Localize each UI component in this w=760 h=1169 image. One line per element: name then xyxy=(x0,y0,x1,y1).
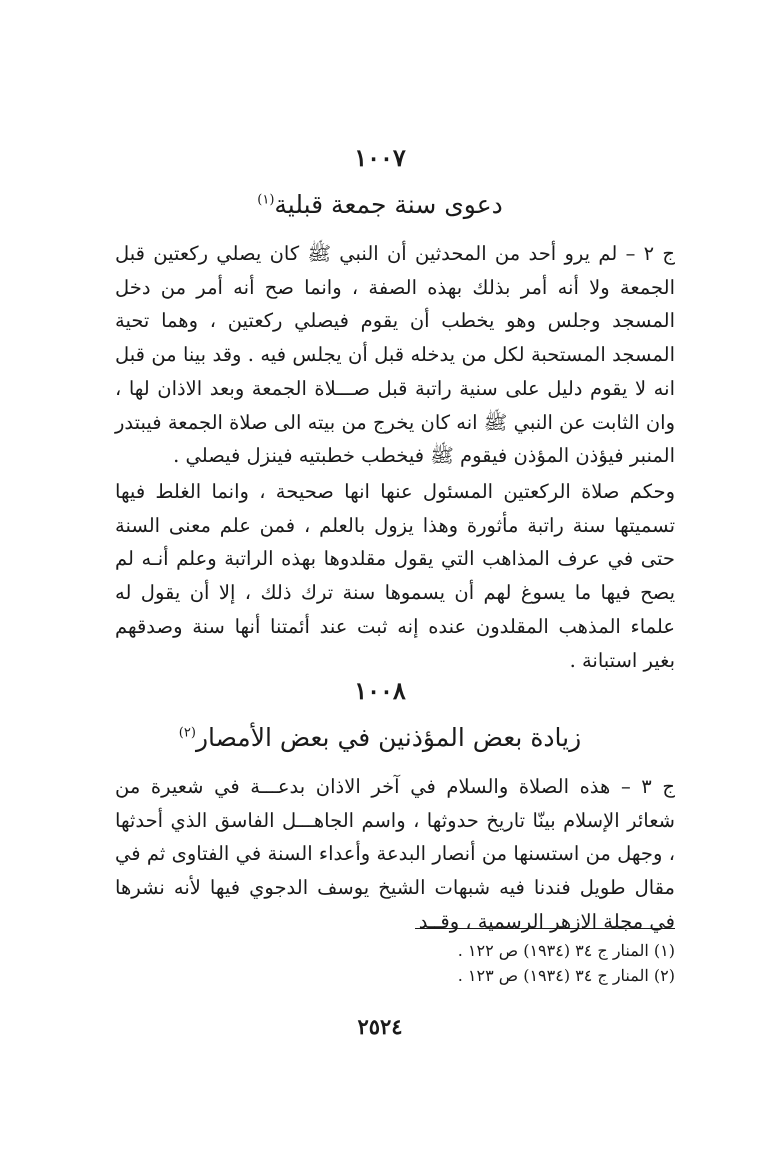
footnote-divider xyxy=(415,928,675,929)
fatwa-title-text: زيادة بعض المؤذنين في بعض الأمصار xyxy=(195,723,582,752)
answer-paragraph: ج ٣ – هذه الصلاة والسلام في آخر الاذان بدعـــة في شعيرة من شعائر الإسلام بينّا تاريخ حدوثها ، واسم الجاهـــل الفاسق الذي أحدثها ، وجهل من استسنها من أنصار البدعة وأعداء السنة في الفتاوى ثم في مقال طويل فندنا فيه شبهات الشيخ يوسف الدجوي فيها لأنه نشرها في مجلة الازهر الرسمية ، وقــد xyxy=(115,775,675,933)
fatwa-title xyxy=(0,723,760,752)
page-number: ٢٥٢٤ xyxy=(357,1014,403,1039)
footnote: (١) المنار ج ٣٤ (١٩٣٤) ص ١٢٢ . xyxy=(457,941,675,960)
footnote: (٢) المنار ج ٣٤ (١٩٣٤) ص ١٢٣ . xyxy=(457,966,675,985)
fatwa-title-text: دعوى سنة جمعة قبلية xyxy=(274,190,503,219)
fatwa-number: ١٠٠٨ xyxy=(354,676,406,705)
fatwa-title xyxy=(0,190,760,219)
answer-paragraph: وحكم صلاة الركعتين المسئول عنها انها صحيحة ، وانما الغلط فيها تسميتها سنة راتبة مأثورة وهذا يزول بالعلم ، فمن علم معنى السنة حتى في عرف المذاهب التي يقول مقلدوها بهذه الراتبة وعلم أنـه لم يصح فيها ما يسوغ لهم أن يسموها سنة ترك ذلك ، إلا أن يقول له علماء المذهب المقلدون عنده إنه ثبت عند أئمتنا أنها سنة وصدقهم بغير استبانة . xyxy=(115,480,675,672)
fatwa-number: ١٠٠٧ xyxy=(354,143,406,172)
footnote-ref: (٢) xyxy=(178,725,196,741)
answer-paragraph: ج ٢ – لم يرو أحد من المحدثين أن النبي ﷺ كان يصلي ركعتين قبل الجمعة ولا أنه أمر بذلك بهذه الصفة ، وانما صح أنه أمر من دخل المسجد وجلس وهو يخطب أن يقوم فيصلي ركعتين ، وهما تحية المسجد المستحبة لكل من يدخله قبل أن يجلس فيه . وقد بينا من قبل انه لا يقوم دليل على سنية راتبة قبل صـــلاة الجمعة وبعد الاذان لها ، وان الثابت عن النبي ﷺ انه كان يخرج من بيته الى صلاة الجمعة فيبتدر المنبر فيؤذن المؤذن فيقوم ﷺ فيخطب خطبتيه فينزل فيصلي . xyxy=(115,242,675,468)
footnote-ref: (١) xyxy=(257,192,275,208)
